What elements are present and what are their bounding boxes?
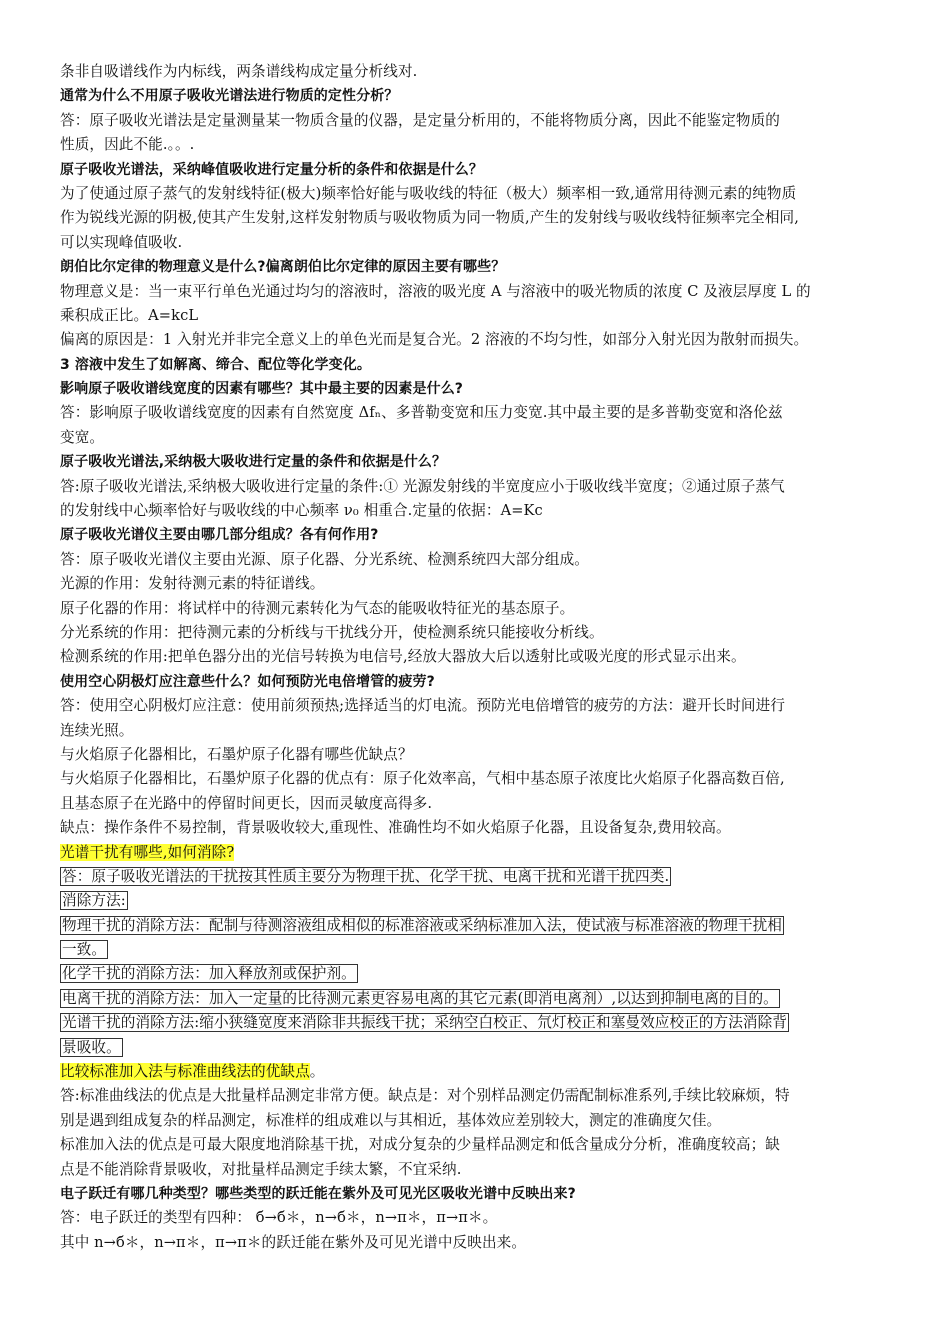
text-line <box>60 987 900 1011</box>
text-line <box>60 841 900 865</box>
line-text: 答：使用空心阴极灯应注意：使用前须预热;选择适当的灯电流。预防光电倍增管的疲劳的方法：避开长时间进行 <box>60 697 786 715</box>
line-text: 连续光照。 <box>60 721 134 739</box>
text-line <box>60 816 900 840</box>
text-line <box>60 1036 900 1060</box>
text-line <box>60 865 900 889</box>
question-heading <box>60 84 900 108</box>
question-heading <box>60 1182 900 1206</box>
question-heading <box>60 670 900 694</box>
text-line <box>60 1011 900 1035</box>
text-line <box>60 1158 900 1182</box>
line-text: 作为锐线光源的阴极,使其产生发射,这样发射物质与吸收物质为同一物质,产生的发射线与吸收线特征频率完全相同, <box>60 209 799 227</box>
line-text: 乘积成正比。A=kcL <box>60 306 199 324</box>
boxed-text: 物理干扰的消除方法：配制与待测溶液组成相似的标准溶液或采纳标准加入法，使试液与标准溶液的物理干扰相 <box>62 916 782 934</box>
highlighted-text: 比较标准加入法与标准曲线法的优缺点 <box>60 1063 310 1081</box>
line-text: 原子吸收光谱法，采纳峰值吸收进行定量分析的条件和依据是什么？ <box>60 161 483 178</box>
text-line <box>60 499 900 523</box>
line-text: 答：影响原子吸收谱线宽度的因素有自然宽度 Δfₙ、多普勒变宽和压力变宽.其中最主要的是多普勒变宽和洛伦兹 <box>60 404 783 422</box>
boxed-text: 电离干扰的消除方法：加入一定量的比待测元素更容易电离的其它元素(即消电离剂）,以达到抑制电离的目的。 <box>62 989 778 1007</box>
text-line <box>60 914 900 938</box>
text-line <box>60 1231 900 1255</box>
text-line <box>60 182 900 206</box>
text-line <box>60 743 900 767</box>
line-text: 变宽。 <box>60 428 105 446</box>
text-line <box>60 1206 900 1230</box>
line-text: 原子吸收光谱仪主要由哪几部分组成？各有何作用? <box>60 527 379 544</box>
text-line <box>60 719 900 743</box>
line-text: 缺点：操作条件不易控制，背景吸收较大,重现性、准确性均不如火焰原子化器，且设备复杂,费用较高。 <box>60 819 731 837</box>
line-text: 答:原子吸收光谱法,采纳极大吸收进行定量的条件:① 光源发射线的半宽度应小于吸收线半宽度；②通过原子蒸气 <box>60 477 785 495</box>
text-line <box>60 475 900 499</box>
line-text: 性质，因此不能.。。. <box>60 136 195 154</box>
text-line <box>60 1109 900 1133</box>
line-text: 且基态原子在光路中的停留时间更长，因而灵敏度高得多. <box>60 794 433 812</box>
text-line <box>60 401 900 425</box>
line-text: 3 溶液中发生了如解离、缔合、配位等化学变化。 <box>60 356 371 373</box>
text-line <box>60 206 900 230</box>
line-text: 光源的作用：发射待测元素的特征谱线。 <box>60 575 325 593</box>
highlighted-text: 光谱干扰有哪些,如何消除? <box>60 843 235 861</box>
line-text: 原子化器的作用：将试样中的待测元素转化为气态的能吸收特征光的基态原子。 <box>60 599 575 617</box>
document-body <box>60 60 900 1255</box>
line-text: 通常为什么不用原子吸收光谱法进行物质的定性分析？ <box>60 88 399 105</box>
text-line <box>60 1133 900 1157</box>
line-tail: 。 <box>309 1063 325 1081</box>
text-line <box>60 280 900 304</box>
text-line <box>60 645 900 669</box>
line-text: 电子跃迁有哪几种类型？哪些类型的跃迁能在紫外及可见光区吸收光谱中反映出来? <box>60 1185 576 1202</box>
line-text: 答：原子吸收光谱法是定量测量某一物质含量的仪器，是定量分析用的，不能将物质分离，因此不能鉴定物质的 <box>60 111 780 129</box>
line-text: 别是遇到组成复杂的样品测定，标准样的组成难以与其相近，基体效应差别较大，测定的准确度欠佳。 <box>60 1111 722 1129</box>
line-text: 物理意义是：当一束平行单色光通过均匀的溶液时，溶液的吸光度 A 与溶液中的吸光物质的浓度 C 及液层厚度 L 的 <box>60 282 811 300</box>
line-text: 影响原子吸收谱线宽度的因素有哪些？其中最主要的因素是什么? <box>60 381 464 398</box>
question-heading <box>60 377 900 401</box>
line-text: 原子吸收光谱法,采纳极大吸收进行定量的条件和依据是什么？ <box>60 454 447 471</box>
line-text: 朗伯比尔定律的物理意义是什么?偏离朗伯比尔定律的原因主要有哪些？ <box>60 259 506 276</box>
text-line <box>60 572 900 596</box>
line-text: 分光系统的作用：把待测元素的分析线与干扰线分开，使检测系统只能接收分析线。 <box>60 623 604 641</box>
text-line <box>60 621 900 645</box>
boxed-text: 答：原子吸收光谱法的干扰按其性质主要分为物理干扰、化学干扰、电离干扰和光谱干扰四类. <box>62 867 670 885</box>
text-line <box>60 109 900 133</box>
text-line <box>60 426 900 450</box>
line-text: 与火焰原子化器相比，石墨炉原子化器的优点有：原子化效率高，气相中基态原子浓度比火焰原子化器高数百倍, <box>60 770 785 788</box>
text-line <box>60 548 900 572</box>
line-text: 答:标准曲线法的优点是大批量样品测定非常方便。缺点是：对个别样品测定仍需配制标准系列,手续比较麻烦，特 <box>60 1087 790 1105</box>
question-heading <box>60 523 900 547</box>
line-text: 条非自吸谱线作为内标线，两条谱线构成定量分析线对. <box>60 63 418 80</box>
question-heading <box>60 255 900 279</box>
text-line <box>60 133 900 157</box>
line-text: 标准加入法的优点是可最大限度地消除基干扰，对成分复杂的少量样品测定和低含量成分分析，准确度较高；缺 <box>60 1136 780 1154</box>
text-line <box>60 304 900 328</box>
line-text: 使用空心阴极灯应注意些什么？如何预防光电倍增管的疲劳? <box>60 673 435 690</box>
line-text: 检测系统的作用:把单色器分出的光信号转换为电信号,经放大器放大后以透射比或吸光度的形式显示出来。 <box>60 648 746 666</box>
text-line <box>60 597 900 621</box>
boxed-text: 光谱干扰的消除方法:缩小狭缝宽度来消除非共振线干扰；采纳空白校正、氘灯校正和塞曼效应校正的方法消除背 <box>62 1014 788 1032</box>
question-heading <box>60 158 900 182</box>
question-heading <box>60 353 900 377</box>
text-line <box>60 1084 900 1108</box>
text-line <box>60 694 900 718</box>
line-text: 答：电子跃迁的类型有四种： б→б＊，n→б＊，n→π＊，π→π＊。 <box>60 1209 498 1227</box>
text-line <box>60 767 900 791</box>
line-text: 可以实现峰值吸收. <box>60 233 183 251</box>
line-text: 与火焰原子化器相比，石墨炉原子化器有哪些优缺点？ <box>60 745 413 763</box>
line-text: 的发射线中心频率恰好与吸收线的中心频率 ν₀ 相重合.定量的依据：A=Kc <box>60 502 543 520</box>
line-text: 答：原子吸收光谱仪主要由光源、原子化器、分光系统、检测系统四大部分组成。 <box>60 550 589 568</box>
text-line <box>60 1060 900 1084</box>
text-line <box>60 889 900 913</box>
text-line <box>60 792 900 816</box>
line-text: 为了使通过原子蒸气的发射线特征(极大)频率恰好能与吸收线的特征（极大）频率相一致,通常用待测元素的纯物质 <box>60 184 797 202</box>
text-line <box>60 962 900 986</box>
boxed-text: 化学干扰的消除方法：加入释放剂或保护剂。 <box>62 965 356 983</box>
text-line <box>60 328 900 352</box>
text-line <box>60 60 900 84</box>
boxed-text: 景吸收。 <box>62 1038 121 1056</box>
text-line <box>60 231 900 255</box>
question-heading <box>60 450 900 474</box>
line-text: 其中 n→б＊，n→π＊，π→π＊的跃迁能在紫外及可见光谱中反映出来。 <box>60 1233 527 1251</box>
boxed-text: 一致。 <box>62 941 107 959</box>
text-line <box>60 938 900 962</box>
line-text: 偏离的原因是：1 入射光并非完全意义上的单色光而是复合光。2 溶液的不均匀性，如部分入射光因为散射而损失。 <box>60 331 809 349</box>
line-text: 点是不能消除背景吸收，对批量样品测定手续太繁，不宜采纳. <box>60 1160 462 1178</box>
boxed-text: 消除方法: <box>62 892 126 910</box>
